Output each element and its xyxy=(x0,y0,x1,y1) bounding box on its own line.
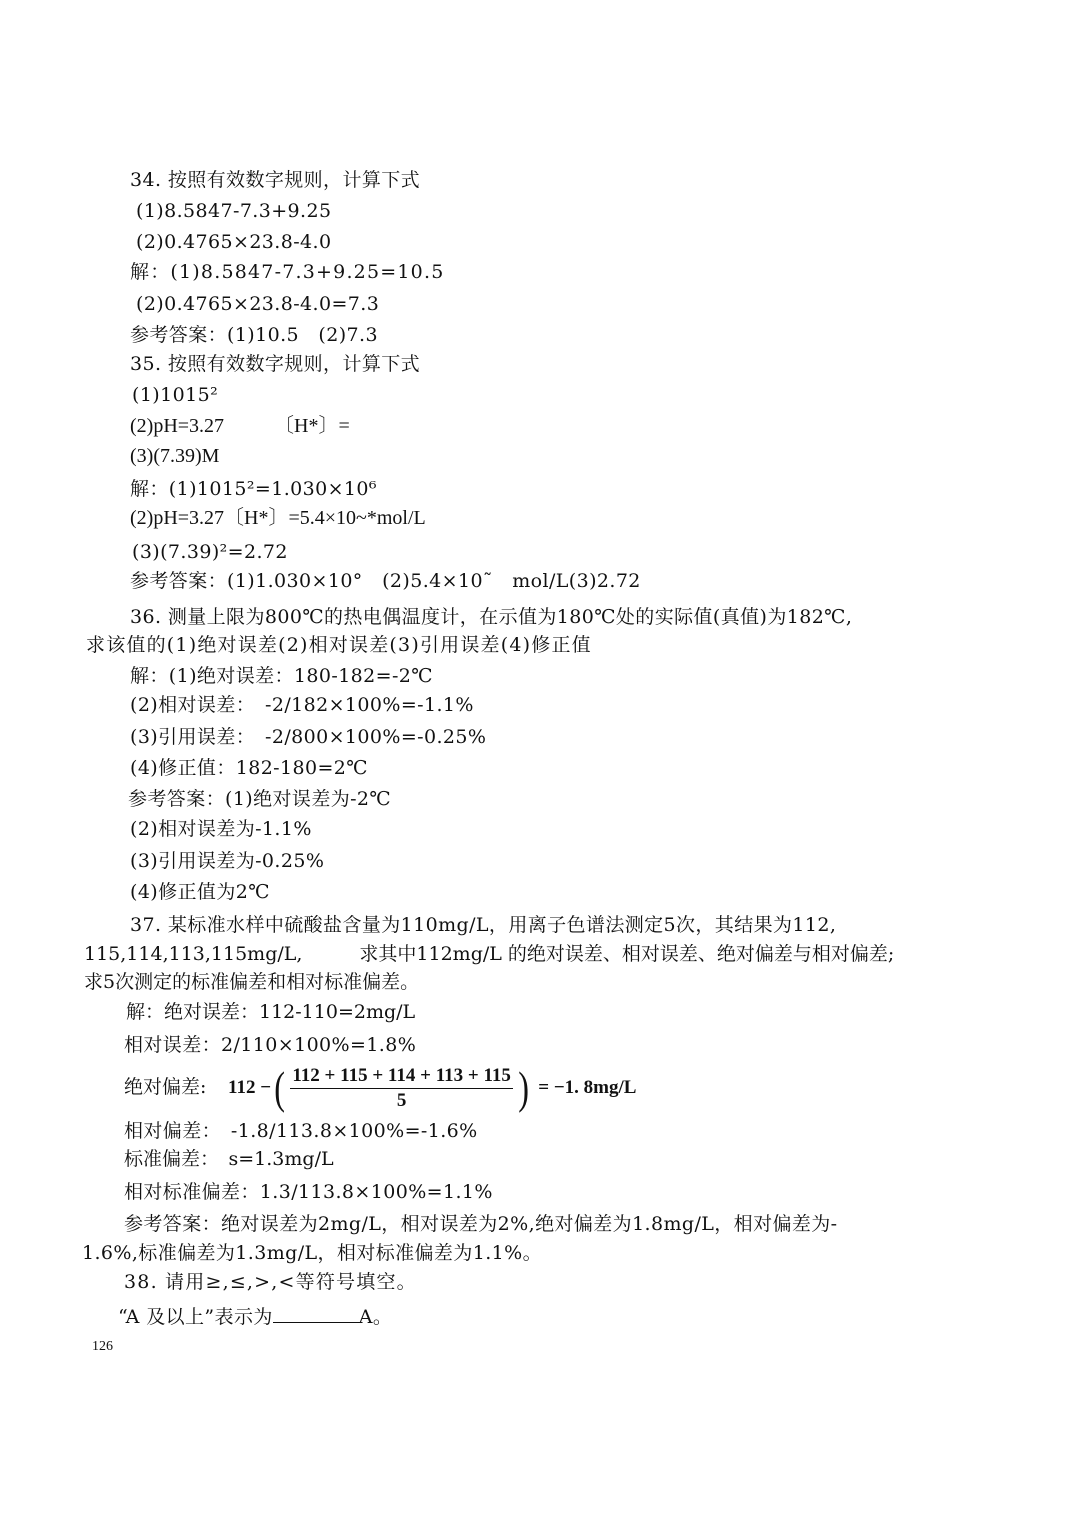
q36-solution-3: (3)引用误差： -2/800×100%=-0.25% xyxy=(130,726,487,748)
q35-solution-2: (2)pH=3.27〔H*〕=5.4×10~*mol/L xyxy=(130,507,426,529)
q38-line-prefix: “A 及以上”表示为 xyxy=(118,1306,273,1328)
formula-lead: 112 − xyxy=(228,1077,272,1098)
q37-answer-line-1: 参考答案：绝对误差为2mg/L，相对误差为2%,绝对偏差为1.8mg/L，相对偏差为- xyxy=(124,1213,838,1235)
fraction-denominator: 5 xyxy=(396,1089,407,1111)
q37-answer-line-2: 1.6%,标准偏差为1.3mg/L，相对标准偏差为1.1%。 xyxy=(82,1242,542,1264)
q37-solution-4: 相对偏差： -1.8/113.8×100%=-1.6% xyxy=(124,1120,478,1142)
q37-solution-6: 相对标准偏差：1.3/113.8×100%=1.1% xyxy=(124,1181,493,1203)
q37-abs-dev-label: 绝对偏差: xyxy=(124,1076,207,1098)
right-paren: ) xyxy=(518,1062,529,1113)
q35-answer: 参考答案：(1)1.030×10° (2)5.4×10˜ mol/L(3)2.72 xyxy=(130,570,641,592)
q34-item-2: (2)0.4765×23.8-4.0 xyxy=(136,231,332,253)
q36-answer-4: (4)修正值为2℃ xyxy=(130,881,270,903)
formula-result: = −1. 8mg/L xyxy=(538,1077,637,1098)
q38-line-suffix: A。 xyxy=(358,1306,393,1328)
q37-solution-1: 解：绝对误差：112-110=2mg/L xyxy=(126,1001,416,1023)
q34-title: 34. 按照有效数字规则，计算下式 xyxy=(130,169,421,191)
page-number: 126 xyxy=(92,1339,113,1354)
q35-item-1: (1)1015² xyxy=(132,384,219,406)
q35-item-2: (2)pH=3.27 〔H*〕= xyxy=(130,415,350,437)
fraction xyxy=(290,1065,513,1112)
q36-answer-3: (3)引用误差为-0.25% xyxy=(130,850,325,872)
left-paren: ( xyxy=(274,1062,286,1113)
fraction-numerator: 112 + 115 + 114 + 113 + 115 xyxy=(290,1065,513,1089)
q37-solution-2: 相对误差：2/110×100%=1.8% xyxy=(124,1034,417,1056)
q35-item-3: (3)(7.39)M xyxy=(130,445,220,467)
answer-blank[interactable] xyxy=(273,1304,359,1323)
q36-solution-4: (4)修正值：182-180=2℃ xyxy=(130,757,368,779)
q34-item-1: (1)8.5847-7.3+9.25 xyxy=(136,200,332,222)
q36-answer-2: (2)相对误差为-1.1% xyxy=(130,818,312,840)
q34-answer: 参考答案：(1)10.5 (2)7.3 xyxy=(130,324,378,346)
q36-solution-2: (2)相对误差： -2/182×100%=-1.1% xyxy=(130,694,474,716)
q36-title-line-2: 求该值的(1)绝对误差(2)相对误差(3)引用误差(4)修正值 xyxy=(86,634,592,656)
q34-solution-2: (2)0.4765×23.8-4.0=7.3 xyxy=(136,293,380,315)
q35-solution-3: (3)(7.39)²=2.72 xyxy=(132,541,288,563)
q37-title-line-3: 求5次测定的标准偏差和相对标准偏差。 xyxy=(84,971,420,993)
q37-solution-5: 标准偏差： s=1.3mg/L xyxy=(124,1148,334,1170)
q36-solution-1: 解：(1)绝对误差：180-182=-2℃ xyxy=(130,665,433,687)
q35-title: 35. 按照有效数字规则，计算下式 xyxy=(130,353,421,375)
q35-solution-1: 解：(1)1015²=1.030×10⁶ xyxy=(130,478,377,500)
q36-answer-1: 参考答案：(1)绝对误差为-2℃ xyxy=(128,788,392,810)
absolute-deviation-formula xyxy=(228,1062,636,1114)
q38-fill-line xyxy=(118,1304,392,1329)
q36-title-line-1: 36. 测量上限为800℃的热电偶温度计，在示值为180℃处的实际值(真值)为182℃, xyxy=(130,606,853,628)
q37-title-line-1: 37. 某标准水样中硫酸盐含量为110mg/L，用离子色谱法测定5次，其结果为112, xyxy=(130,914,837,936)
q34-solution-1: 解：(1)8.5847-7.3+9.25=10.5 xyxy=(130,261,445,283)
q37-title-line-2: 115,114,113,115mg/L, 求其中112mg/L 的绝对误差、相对误差、绝对偏差与相对偏差; xyxy=(84,943,895,965)
q38-title: 38. 请用≥,≤,>,<等符号填空。 xyxy=(124,1271,417,1293)
